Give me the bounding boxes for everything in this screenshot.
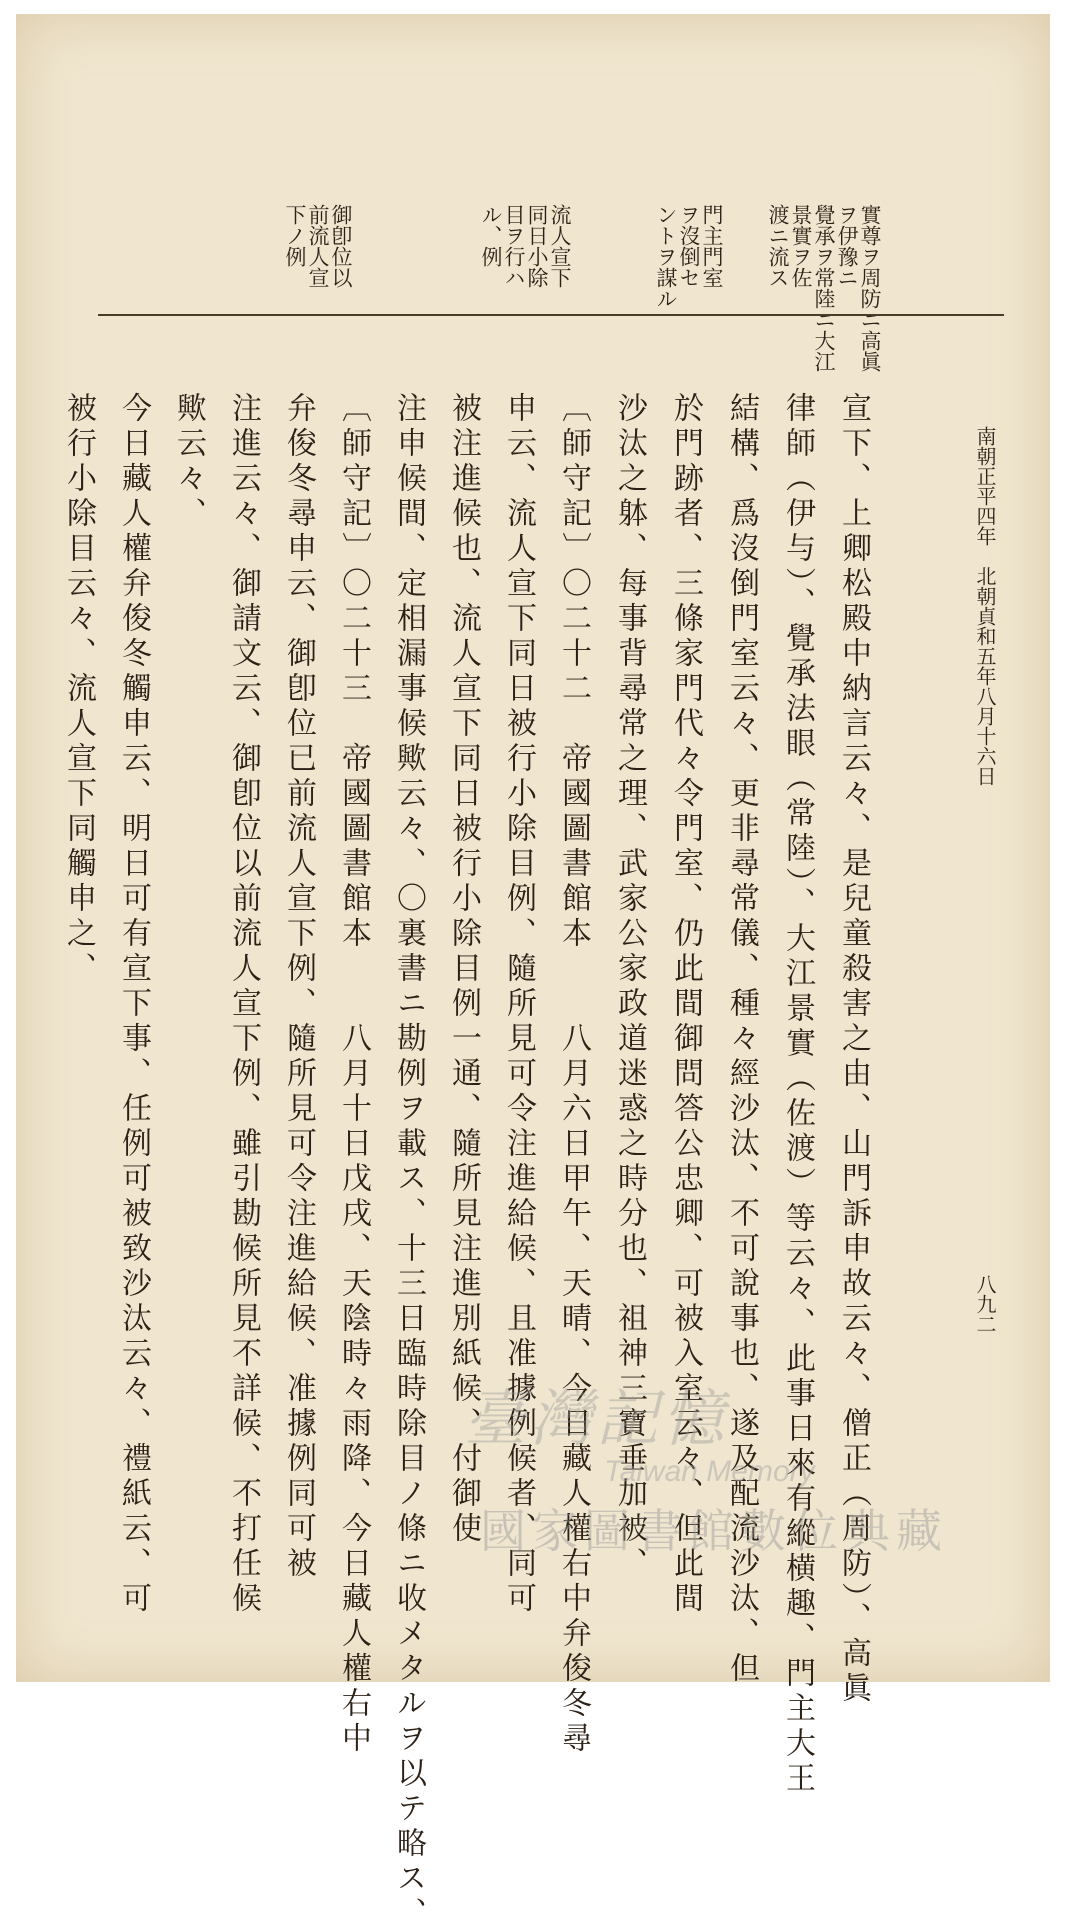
watermark-subtitle: 國家圖書館數位典藏 bbox=[480, 1504, 948, 1558]
text-column: 今日藏人權弁俊冬觸申云、明日可有宣下事、任例可被致沙汰云々、禮紙云、可 bbox=[116, 392, 151, 1617]
text-column: 被行小除目云々、流人宣下同觸申之、 bbox=[61, 392, 96, 987]
text-column: 結構、爲沒倒門室云々、更非尋常儀、種々經沙汰、不可說事也、遂及配流沙汰、但 bbox=[724, 392, 759, 1687]
margin-note: 下ノ例 bbox=[283, 204, 307, 267]
margin-note: 門主門室 bbox=[700, 204, 724, 288]
text-column: 律師（伊与）、覺承法眼（常陸）、大江景實（佐渡）等云々、此事日來有縱横趣、門主大王 bbox=[780, 392, 815, 1797]
text-column: 弁俊冬尋申云、御卽位已前流人宣下例、隨所見可令注進給候、准據例同可被 bbox=[281, 392, 316, 1582]
margin-note: 目ヲ行ハ bbox=[502, 204, 526, 288]
text-column: 〔師守記〕〇二十三 帝國圖書館本 八月十日戊戌、天陰時々雨降、今日藏人權右中 bbox=[336, 392, 371, 1757]
header-rule bbox=[98, 314, 1004, 316]
margin-note: 前流人宣 bbox=[306, 204, 330, 288]
text-column: 被注進候也、流人宣下同日被行小除目例一通、隨所見注進別紙候、付御使 bbox=[446, 392, 481, 1547]
watermark-english: Taiwan Memory bbox=[604, 1455, 815, 1488]
margin-note: 渡ニ流ス bbox=[766, 204, 790, 288]
margin-note: ル、例 bbox=[479, 204, 503, 267]
page-header: 南朝正平四年 北朝貞和五年八月十六日 bbox=[973, 426, 997, 786]
text-column: 注申候間、定相漏事候歟云々、〇裏書ニ勘例ヲ載ス、十三日臨時除目ノ條ニ收メタルヲ以テ略ス、 bbox=[391, 392, 426, 1932]
margin-note: ヲ伊豫ニ bbox=[835, 204, 859, 288]
margin-note: ヲ沒倒セ bbox=[677, 204, 701, 288]
text-column: 於門跡者、三條家門代々令門室、仍此間御問答公忠卿、可被入室云々、但此間 bbox=[668, 392, 703, 1617]
text-column: 申云、流人宣下同日被行小除目例、隨所見可令注進給候、且准據例候者、同可 bbox=[501, 392, 536, 1617]
margin-note: 景實ヲ佐 bbox=[789, 204, 813, 288]
text-column: 宣下、上卿松殿中納言云々、是兒童殺害之由、山門訴申故云々、僧正（周防）、高眞 bbox=[836, 392, 871, 1707]
margin-note: 同日小除 bbox=[525, 204, 549, 288]
text-column: 〔師守記〕〇二十二 帝國圖書館本 八月六日甲午、天晴、今日藏人權右中弁俊冬尋 bbox=[556, 392, 591, 1757]
text-column: 注進云々、御請文云、御卽位以前流人宣下例、雖引勘候所見不詳候、不打任候 bbox=[226, 392, 261, 1617]
margin-note: ントヲ謀ル bbox=[654, 204, 678, 309]
margin-note: 覺承ヲ常陸ニ大江 bbox=[812, 204, 836, 372]
document-page bbox=[16, 14, 1050, 1932]
page-number: 八九二 bbox=[973, 1274, 997, 1334]
watermark-logo-text: 臺灣記憶 bbox=[464, 1382, 729, 1455]
margin-note: 流人宣下 bbox=[548, 204, 572, 288]
text-column: 沙汰之躰、每事背尋常之理、武家公家政道迷惑之時分也、祖神三寶垂加被、 bbox=[612, 392, 647, 1582]
margin-note: 御卽位以 bbox=[329, 204, 353, 288]
margin-note: 實尊ヲ周防ニ高眞 bbox=[858, 204, 882, 372]
text-column: 歟云々、 bbox=[171, 392, 206, 532]
library-watermark bbox=[464, 1369, 1024, 1559]
